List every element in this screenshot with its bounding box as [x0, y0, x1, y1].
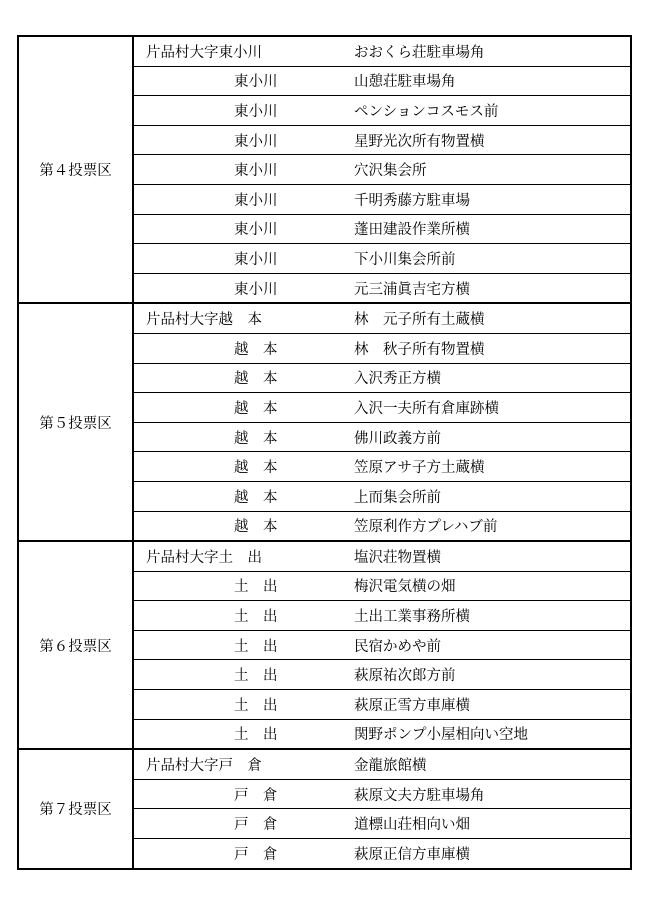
- location-cell: 土出工業事務所横: [338, 601, 631, 631]
- place-cell: [133, 630, 338, 660]
- place-name: 土 出: [234, 697, 278, 714]
- place-cell: [133, 839, 338, 869]
- place-name: 東小川: [234, 133, 278, 150]
- location-cell: おおくら荘駐車場角: [338, 36, 631, 66]
- table-row: [18, 36, 631, 66]
- district-name: 第６投票区: [18, 541, 133, 749]
- polling-location-table: [17, 35, 632, 870]
- place-name: 片品村大字越 本: [146, 312, 262, 329]
- place-name: 越 本: [234, 341, 278, 358]
- place-cell: [133, 184, 338, 214]
- place-cell: [133, 96, 338, 126]
- place-name: 東小川: [234, 103, 278, 120]
- place-name: 土 出: [234, 668, 278, 685]
- location-cell: 山憩荘駐車場角: [338, 66, 631, 96]
- location-cell: 萩原正信方車庫横: [338, 839, 631, 869]
- polling-table-body: [18, 36, 631, 869]
- place-cell: [133, 690, 338, 720]
- place-name: 東小川: [234, 163, 278, 180]
- location-cell: 笠原アサ子方土蔵横: [338, 452, 631, 482]
- place-cell: [133, 214, 338, 244]
- table-row: [18, 541, 631, 571]
- table-row: [18, 749, 631, 779]
- district-name: 第４投票区: [18, 36, 133, 303]
- location-cell: 塩沢荘物置横: [338, 541, 631, 571]
- location-cell: 佛川政義方前: [338, 422, 631, 452]
- place-name: 片品村大字土 出: [146, 549, 262, 566]
- place-cell: [133, 125, 338, 155]
- place-name: 越 本: [234, 430, 278, 447]
- place-cell: [133, 36, 338, 66]
- place-name: 戸 倉: [234, 787, 278, 804]
- place-cell: [133, 333, 338, 363]
- table-row: [18, 303, 631, 333]
- location-cell: 林 元子所有土蔵横: [338, 303, 631, 333]
- location-cell: 萩原祐次郎方前: [338, 660, 631, 690]
- place-cell: [133, 541, 338, 571]
- place-cell: [133, 66, 338, 96]
- place-name: 東小川: [234, 281, 278, 298]
- place-name: 片品村大字戸 倉: [146, 758, 262, 775]
- place-name: 越 本: [234, 371, 278, 388]
- location-cell: 民宿かめや前: [338, 630, 631, 660]
- place-name: 東小川: [234, 251, 278, 268]
- place-name: 土 出: [234, 579, 278, 596]
- place-cell: [133, 244, 338, 274]
- place-cell: [133, 511, 338, 541]
- place-cell: [133, 155, 338, 185]
- place-cell: [133, 363, 338, 393]
- location-cell: 蓬田建設作業所横: [338, 214, 631, 244]
- place-name: 越 本: [234, 519, 278, 536]
- place-cell: [133, 273, 338, 303]
- place-name: 越 本: [234, 460, 278, 477]
- place-cell: [133, 452, 338, 482]
- location-cell: 入沢一夫所有倉庫跡横: [338, 393, 631, 423]
- place-name: 戸 倉: [234, 817, 278, 834]
- location-cell: 金龍旅館横: [338, 749, 631, 779]
- place-name: 土 出: [234, 638, 278, 655]
- location-cell: 元三浦眞吉宅方横: [338, 273, 631, 303]
- place-name: 土 出: [234, 727, 278, 744]
- place-name: 東小川: [234, 192, 278, 209]
- location-cell: 入沢秀正方横: [338, 363, 631, 393]
- location-cell: 穴沢集会所: [338, 155, 631, 185]
- place-name: 越 本: [234, 489, 278, 506]
- place-cell: [133, 749, 338, 779]
- place-cell: [133, 809, 338, 839]
- place-cell: [133, 601, 338, 631]
- place-cell: [133, 571, 338, 601]
- place-cell: [133, 779, 338, 809]
- location-cell: 星野光次所有物置横: [338, 125, 631, 155]
- place-cell: [133, 719, 338, 749]
- location-cell: ペンションコスモス前: [338, 96, 631, 126]
- location-cell: 林 秋子所有物置横: [338, 333, 631, 363]
- place-name: 東小川: [234, 74, 278, 91]
- place-cell: [133, 393, 338, 423]
- district-name: 第５投票区: [18, 303, 133, 541]
- place-name: 越 本: [234, 400, 278, 417]
- place-name: 土 出: [234, 609, 278, 626]
- place-cell: [133, 422, 338, 452]
- location-cell: 萩原正雪方車庫横: [338, 690, 631, 720]
- place-cell: [133, 481, 338, 511]
- location-cell: 千明秀藤方駐車場: [338, 184, 631, 214]
- location-cell: 関野ポンプ小屋相向い空地: [338, 719, 631, 749]
- location-cell: 梅沢電気横の畑: [338, 571, 631, 601]
- location-cell: 道標山荘相向い畑: [338, 809, 631, 839]
- place-cell: [133, 303, 338, 333]
- place-name: 片品村大字東小川: [146, 44, 262, 61]
- location-cell: 上而集会所前: [338, 481, 631, 511]
- place-cell: [133, 660, 338, 690]
- district-name: 第７投票区: [18, 749, 133, 868]
- location-cell: 萩原文夫方駐車場角: [338, 779, 631, 809]
- location-cell: 下小川集会所前: [338, 244, 631, 274]
- location-cell: 笠原利作方プレハブ前: [338, 511, 631, 541]
- place-name: 戸 倉: [234, 846, 278, 863]
- place-name: 東小川: [234, 222, 278, 239]
